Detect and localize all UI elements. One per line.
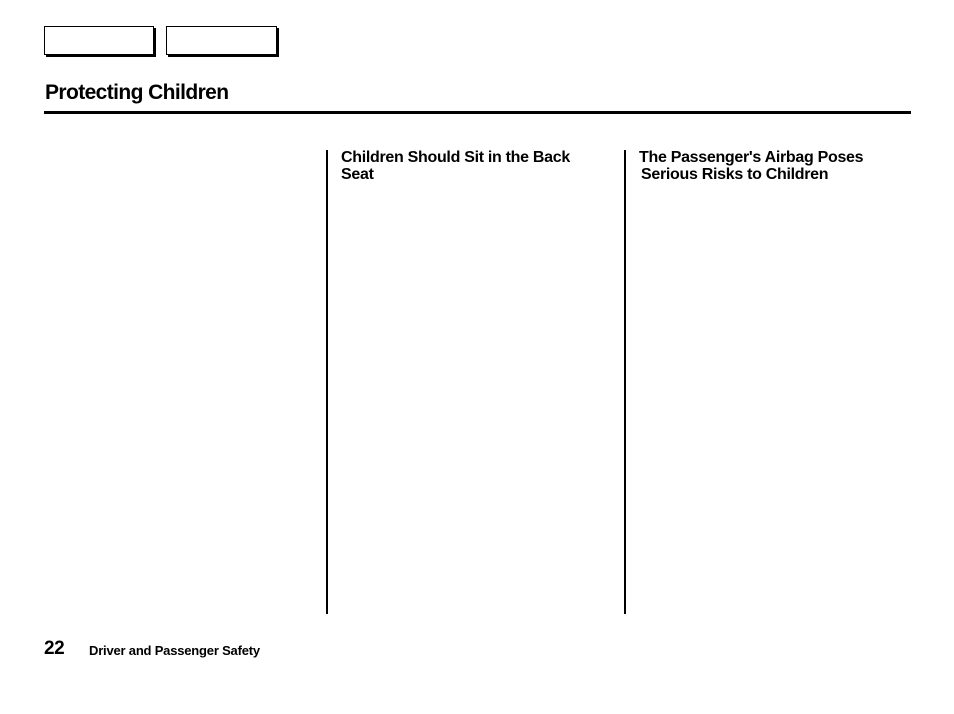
- title-divider: [44, 111, 911, 114]
- section-heading-line: Serious Risks to Children: [641, 166, 829, 183]
- page-title: Protecting Children: [45, 81, 229, 104]
- nav-button-next[interactable]: [166, 26, 277, 55]
- column-divider-left: [326, 150, 328, 614]
- column-divider-right: [624, 150, 626, 614]
- page-number: 22: [44, 638, 65, 659]
- section-heading-back-seat: [341, 149, 611, 183]
- nav-button-previous[interactable]: [44, 26, 154, 55]
- section-heading-line: The Passenger's Airbag Poses: [639, 149, 864, 166]
- section-footer-label: Driver and Passenger Safety: [89, 643, 260, 658]
- section-heading-airbag-risks: [639, 149, 909, 183]
- section-heading-line: Seat: [341, 166, 374, 183]
- section-heading-line: Children Should Sit in the Back: [341, 149, 570, 166]
